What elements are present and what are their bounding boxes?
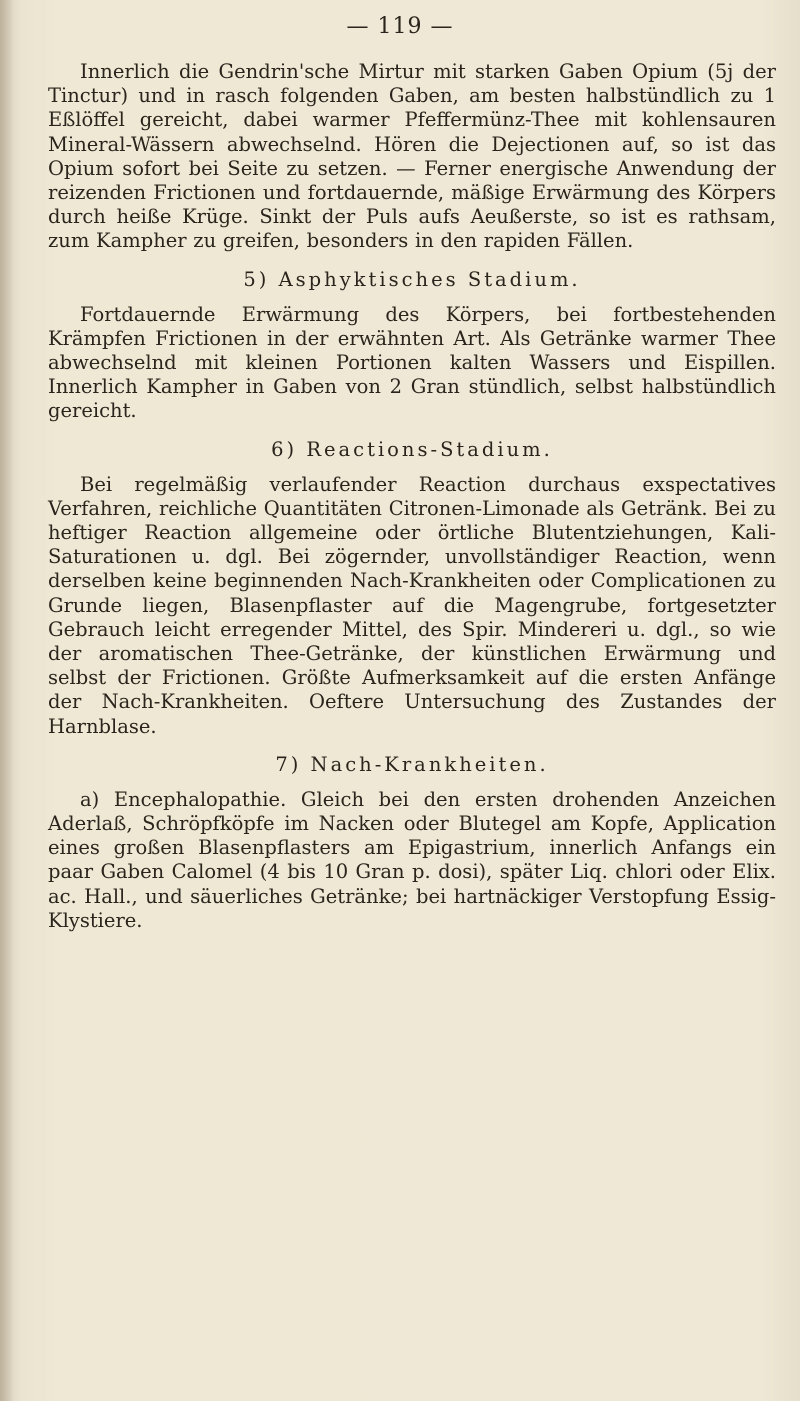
page-body [48,60,776,933]
binding-shadow [0,0,14,1401]
paragraph-asphyctic-stage: Fortdauernde Erwärmung des Körpers, bei fortbestehenden Krämpfen Frictionen in der erwähnten Art. Als Getränke warmer Thee abwechselnd mit kleinen Portionen kalten Wassers und Eispillen. Innerlich Kampher in Gaben von 2 Gran stündlich, selbst halbstündlich gereicht. [48,302,776,423]
paragraph-treatment-opium: Innerlich die Gendrin'sche Mirtur mit starken Gaben Opium (5j der Tinctur) und in rasch folgenden Gaben, am besten halbstündlich zu 1 Eßlöffel gereicht, dabei warmer Pfeffermünz-Thee mit kohlensauren Mineral-Wässern abwechselnd. Hören die Dejectionen auf, so ist das Opium sofort bei Seite zu setzen. — Ferner energische Anwendung der reizenden Frictionen und fortdauernde, mäßige Erwärmung des Körpers durch heiße Krüge. Sinkt der Puls aufs Aeußerste, so ist es rathsam, zum Kampher zu greifen, besonders in den rapiden Fällen. [48,60,776,253]
paragraph-encephalopathy: a) Encephalopathie. Gleich bei den ersten drohenden Anzeichen Aderlaß, Schröpfköpfe im Nacken oder Blutegel am Kopfe, Application eines großen Blasenpflasters am Epigastrium, innerlich Anfangs ein paar Gaben Calomel (4 bis 10 Gran p. dosi), später Liq. chlori oder Elix. ac. Hall., und säuerliches Getränke; bei hartnäckiger Verstopfung Essig-Klystiere. [48,787,776,932]
page-number: — 119 — [346,14,454,39]
section-heading-after-diseases: 7) Nach-Krankheiten. [275,752,549,776]
section-heading-reaction-stage: 6) Reactions-Stadium. [271,437,553,461]
section-heading-asphyctic-stage: 5) Asphyktisches Stadium. [243,267,581,291]
paragraph-reaction-stage: Bei regelmäßig verlaufender Reaction durchaus exspectatives Verfahren, reichliche Quantitäten Citronen-Limonade als Getränk. Bei zu heftiger Reaction allgemeine oder örtliche Blutentziehungen, Kali-Saturationen u. dgl. Bei zögernder, unvollständiger Reaction, wenn derselben keine beginnenden Nach-Krankheiten oder Complicationen zu Grunde liegen, Blasenpflaster auf die Magengrube, fortgesetzter Gebrauch leicht erregender Mittel, des Spir. Mindereri u. dgl., so wie der aromatischen Thee-Getränke, der künstlichen Erwärmung und selbst der Frictionen. Größte Aufmerksamkeit auf die ersten Anfänge der Nach-Krankheiten. Oeftere Untersuchung des Zustandes der Harnblase. [48,472,776,738]
